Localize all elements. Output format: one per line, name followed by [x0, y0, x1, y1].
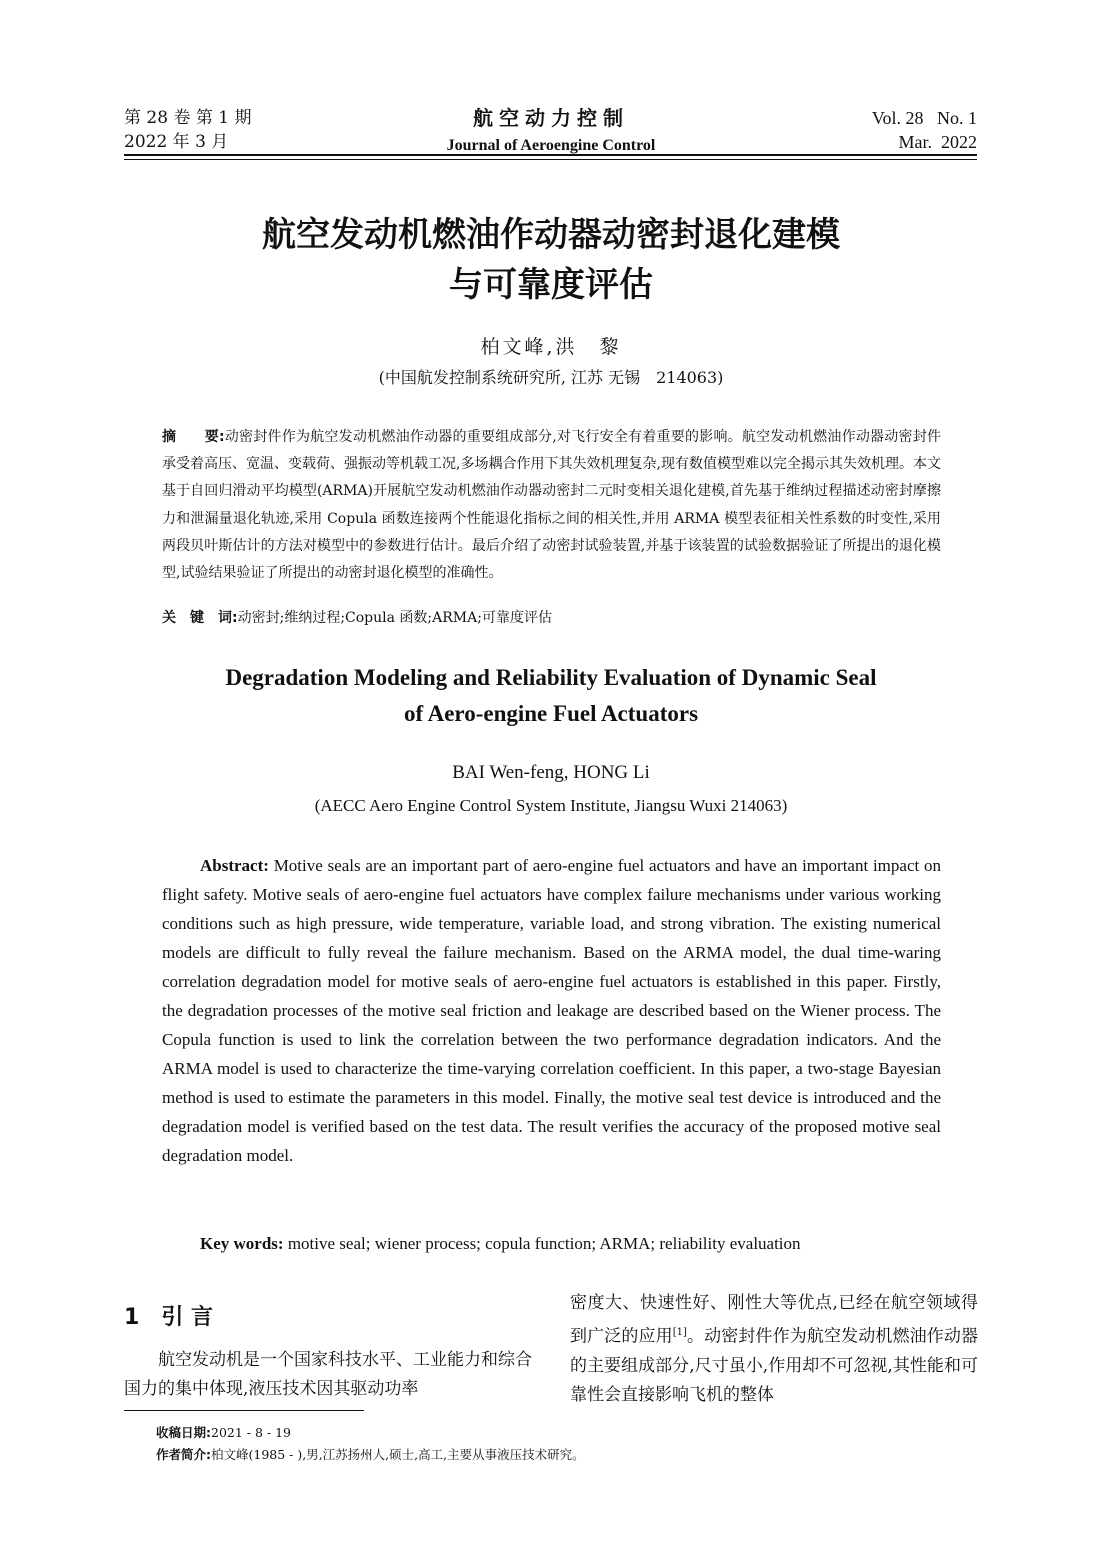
body-right-text-b: 。动密封件作为航空发动机燃油作动器的主要组成部分,尺寸虽小,作用却不可忽视,其性能和可靠性会直接影响飞机的整体	[570, 1326, 979, 1405]
footnote-author-value: 柏文峰(1985 - ),男,江苏扬州人,硕士,高工,主要从事液压技术研究。	[211, 1447, 585, 1462]
keywords-en-label: Key words:	[200, 1234, 284, 1253]
footnote-received-value: 2021 - 8 - 19	[211, 1425, 292, 1440]
authors-en: BAI Wen-feng, HONG Li	[452, 762, 650, 783]
header-rule-thin	[124, 159, 977, 160]
header-date-en: Mar. 2022	[898, 132, 977, 152]
header-volume-en	[872, 106, 977, 154]
abstract-cn-label: 摘 要:	[162, 429, 225, 445]
keywords-en	[200, 1229, 941, 1258]
keywords-cn	[162, 607, 941, 629]
paper-title-cn	[0, 210, 1102, 310]
paper-title-en	[0, 660, 1102, 732]
paper-title-en-line2: of Aero-engine Fuel Actuators	[403, 701, 699, 726]
footnote-rule	[124, 1410, 364, 1411]
keywords-cn-text: 动密封;维纳过程;Copula 函数;ARMA;可靠度评估	[237, 610, 552, 626]
body-column-right	[570, 1289, 978, 1410]
abstract-cn	[162, 424, 941, 587]
header-vol-no: Vol. 28 No. 1	[871, 108, 977, 128]
paper-title-en-line1: Degradation Modeling and Reliability Evaluation of Dynamic Seal	[225, 665, 877, 690]
paper-title-cn-line2: 与可靠度评估	[449, 265, 653, 305]
paper-title-cn-line1: 航空发动机燃油作动器动密封退化建模	[262, 215, 840, 255]
keywords-en-text: motive seal; wiener process; copula function; ARMA; reliability evaluation	[283, 1234, 801, 1253]
footnote	[156, 1422, 585, 1466]
keywords-cn-label: 关 键 词:	[162, 610, 238, 626]
journal-name-en: Journal of Aeroengine Control	[446, 137, 656, 154]
affiliation-en: (AECC Aero Engine Control System Institute, Jiangsu Wuxi 214063)	[314, 796, 788, 815]
footnote-received-label: 收稿日期:	[156, 1425, 211, 1440]
abstract-cn-text: 动密封件作为航空发动机燃油作动器的重要组成部分,对飞行安全有着重要的影响。航空发动机燃油作动器动密封件承受着高压、宽温、变载荷、强振动等机载工况,多场耦合作用下其失效机理复杂,现有数值模型难以完全揭示其失效机理。本文基于自回归滑动平均模型(ARMA)开展航空发动机燃油作动器动密封二元时变相关退化建模,首先基于维纳过程描述动密封摩擦力和泄漏量退化轨迹,采用 Copula 函数连接两个性能退化指标之间的相关性,并用 ARMA 模型表征相关性系数的时变性,采用两段贝叶斯估计的方法对模型中的参数进行估计。最后介绍了动密封试验装置,并基于该装置的试验数据验证了所提出的退化模型,试验结果验证了所提出的动密封退化模型的准确性。	[162, 429, 941, 582]
footnote-author	[156, 1444, 585, 1466]
footnote-author-label: 作者简介:	[156, 1447, 211, 1462]
section-heading-introduction	[124, 1300, 213, 1331]
header-volume-cn: 第 28 卷 第 1 期	[124, 108, 252, 128]
affiliation-cn: (中国航发控制系统研究所, 江苏 无锡 214063)	[378, 368, 724, 387]
section-title: 引 言	[161, 1305, 213, 1330]
header-rule-thick	[124, 154, 977, 156]
body-column-left: 航空发动机是一个国家科技水平、工业能力和综合国力的集中体现,液压技术因其驱动功率	[124, 1350, 532, 1399]
authors-cn: 柏文峰,洪 黎	[480, 336, 622, 358]
abstract-en	[162, 851, 941, 1170]
abstract-en-label: Abstract:	[200, 856, 269, 875]
header-date-cn: 2022 年 3 月	[124, 132, 229, 152]
citation-ref: [1]	[672, 1327, 687, 1338]
footnote-received	[156, 1422, 585, 1444]
abstract-en-text: Motive seals are an important part of aero-engine fuel actuators and have an important impact on flight safety. Motive seals of aero-engine fuel actuators have complex failure mechanisms under various working conditions such as high pressure, wide temperature, variable load, and strong vibration. The existing numerical models are difficult to fully reveal the failure mechanism. Based on the ARMA model, the dual time-waring correlation degradation model for motive seals of aero-engine fuel actuators is established in this paper. Firstly, the degradation processes of the motive seal friction and leakage are described based on the Wiener process. The Copula function is used to link the correlation between the two performance degradation indicators. And the ARMA model is used to characterize the time-varying correlation coefficient. In this paper, a two-stage Bayesian method is used to estimate the parameters in this model. Finally, the motive seal test device is introduced and the degradation model is verified based on the test data. The result verifies the accuracy of the proposed motive seal degradation model.	[162, 856, 941, 1165]
body-right-text-a: 密度大、快速性好、刚性大等优点,已经在航空领域得到广泛的应用	[570, 1293, 978, 1347]
section-number: 1	[124, 1305, 140, 1330]
journal-name-cn: 航空动力控制	[473, 106, 629, 130]
